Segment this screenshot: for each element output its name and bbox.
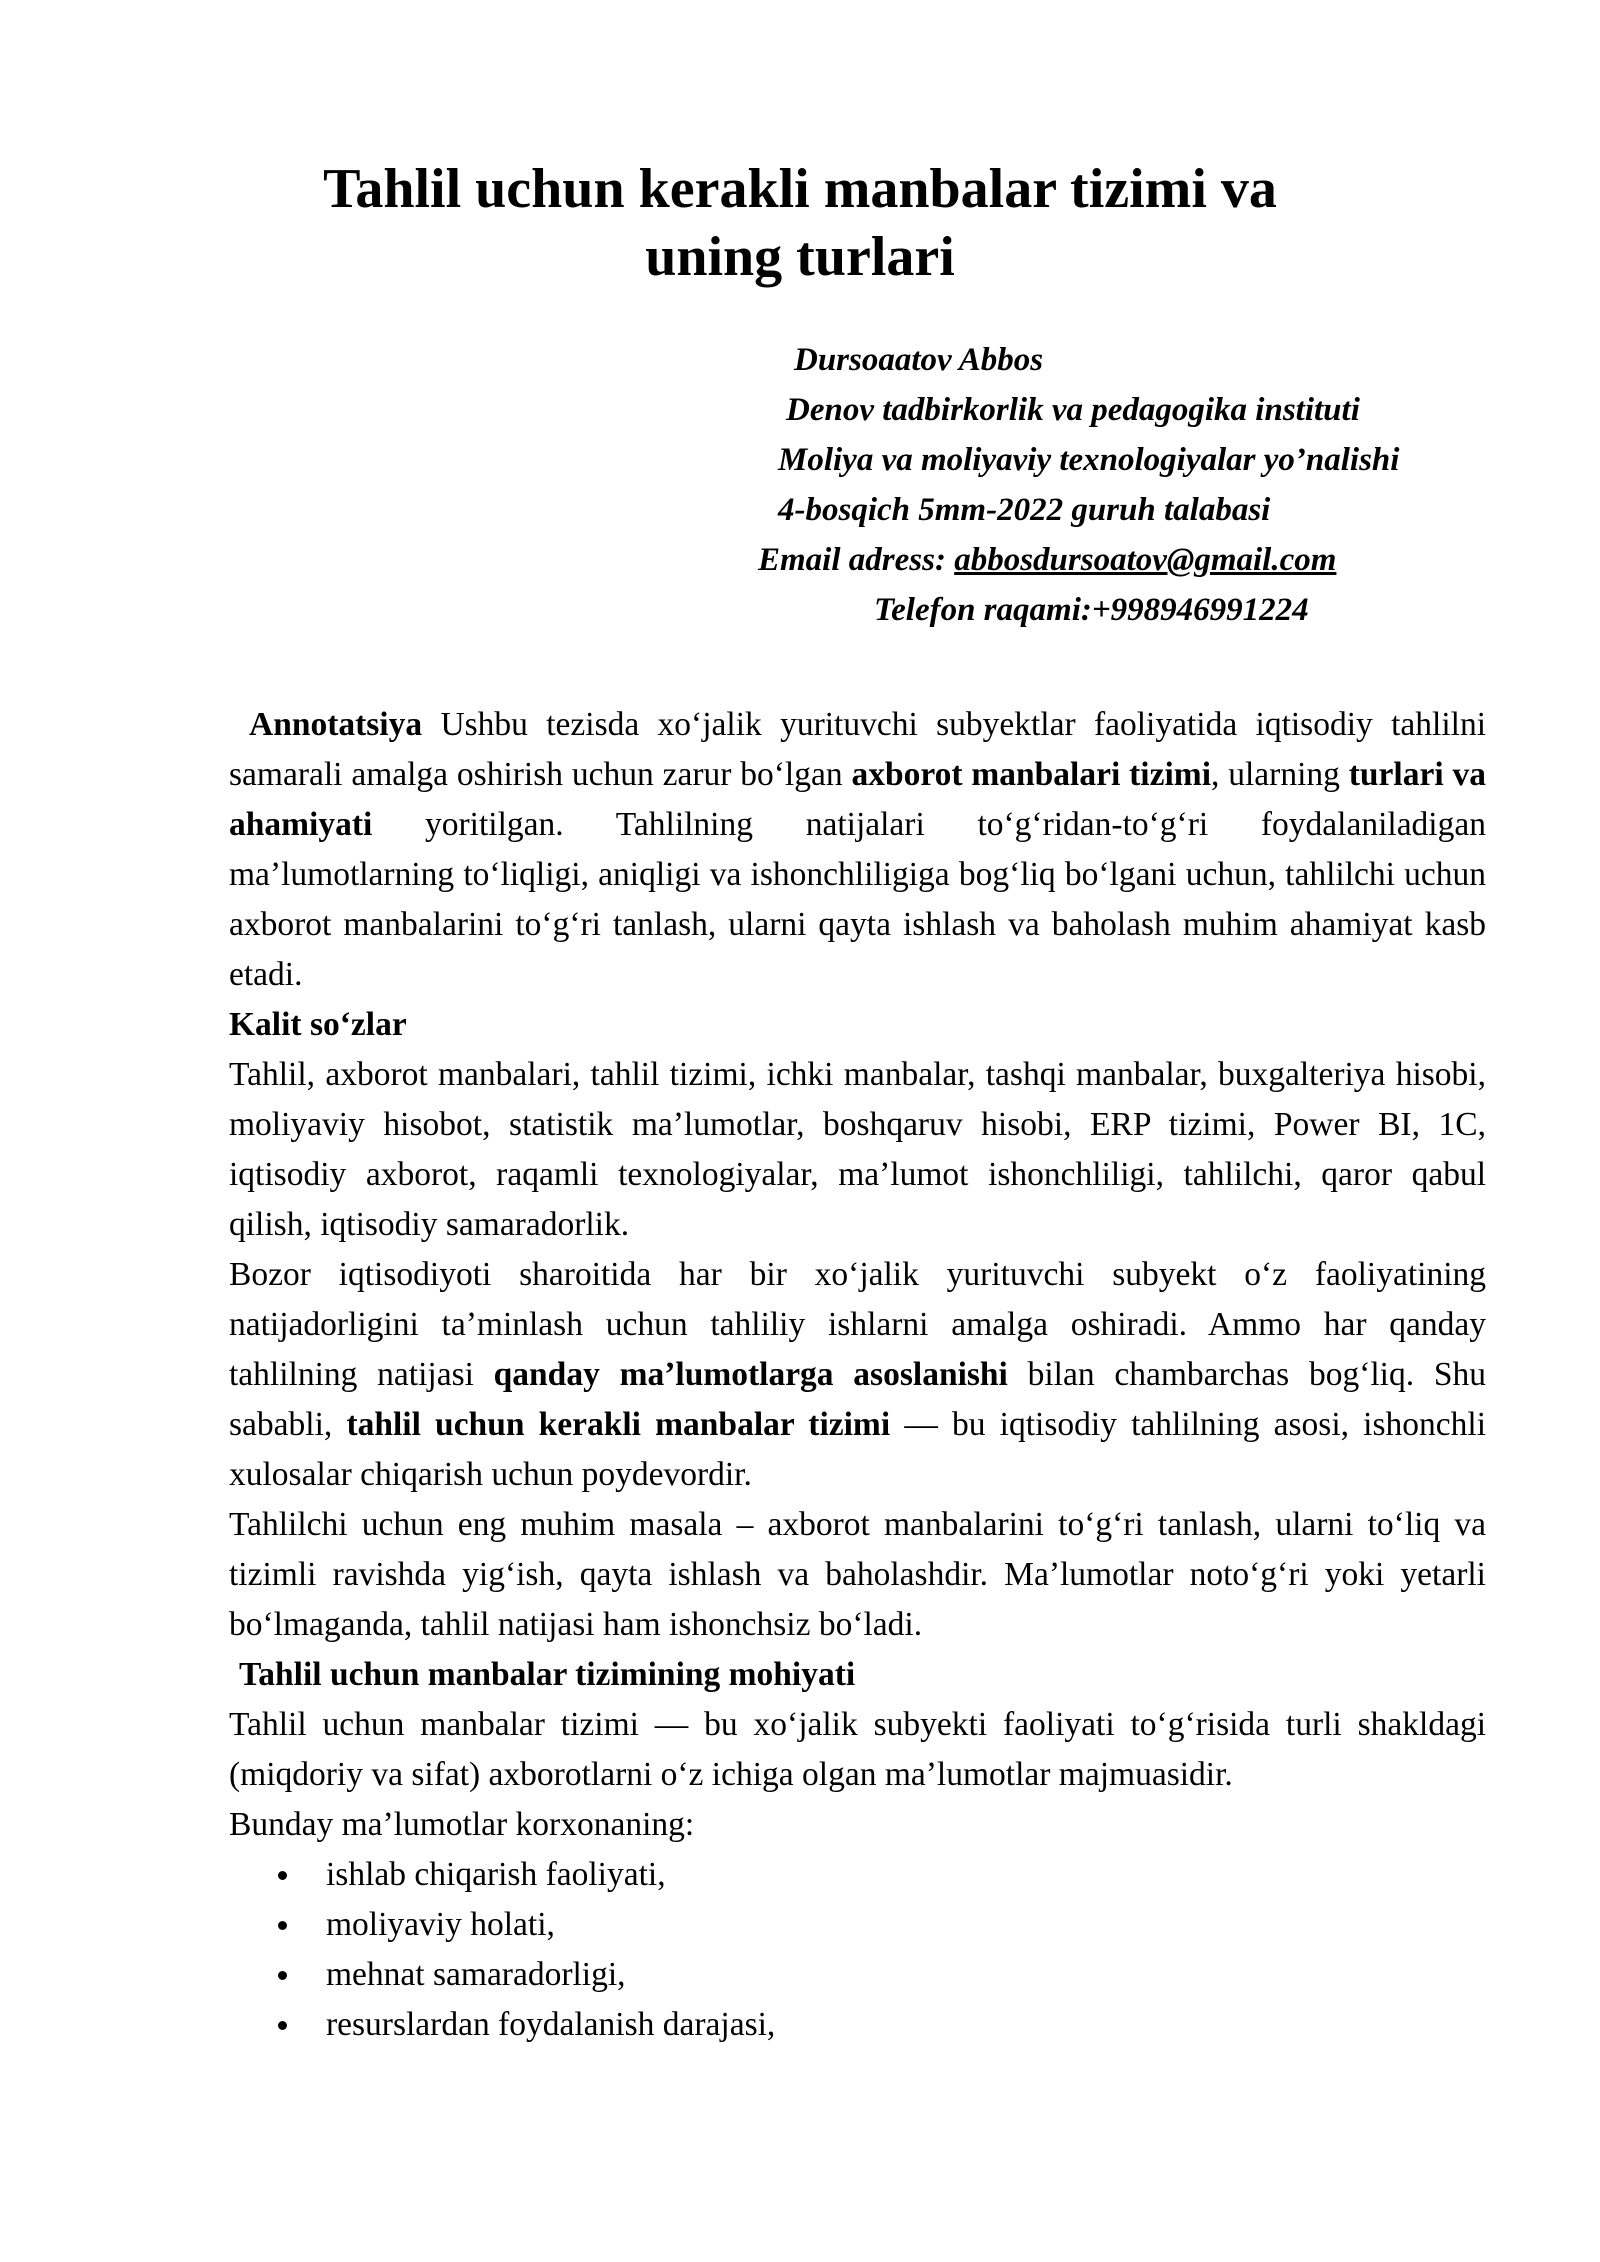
author-group: 4-bosqich 5mm-2022 guruh talabasi — [778, 492, 1271, 528]
list-item — [229, 1850, 1486, 1900]
annotation-text-1: Ushbu tezisda xoʻjalik yurituvchi subyektlar faoliyatida iqtisodiy tahlilni samarali amalga oshirish uchun zarur boʻlgan — [229, 706, 1486, 793]
email-label: Email adress: — [758, 542, 955, 578]
list-item — [229, 2000, 1486, 2050]
list-item-text: resurslardan foydalanish darajasi, — [326, 2006, 776, 2043]
list-item — [229, 1950, 1486, 2000]
bullet-icon — [278, 1971, 287, 1980]
annotation-text-3: yoritilgan. Tahlilning natijalari toʻgʻridan-toʻgʻri foydalaniladigan maʼlumotlarning toʻliqligi, aniqligi va ishonchliligiga bogʻliq boʻlgani uchun, tahlilchi uchun axborot manbalarini toʻgʻri tanlash, ularni qayta ishlash va baholash muhim ahamiyat kasb etadi. — [229, 806, 1486, 993]
intro-text-c: bilan chambarchas bogʻliq. Shu sababli, — [229, 1356, 1486, 1443]
document-title — [200, 155, 1400, 291]
list-item-text: mehnat samaradorligi, — [326, 1956, 626, 1993]
intro-text-e: — bu iqtisodiy tahlilning asosi, ishonchli xulosalar chiqarish uchun poydevordir. — [229, 1406, 1487, 1493]
author-institute: Denov tadbirkorlik va pedagogika instituti — [786, 392, 1360, 428]
section-heading: Tahlil uchun manbalar tizimining mohiyati — [239, 1656, 856, 1693]
list-item-text: ishlab chiqarish faoliyati, — [326, 1856, 666, 1893]
section-paragraph-2: Bunday maʼlumotlar korxonaning: — [229, 1806, 695, 1843]
list-item-text: moliyaviy holati, — [326, 1906, 555, 1943]
title-line-2: uning turlari — [645, 226, 955, 288]
annotation-paragraph — [229, 700, 1486, 1000]
annotation-text-2: , ularning — [1211, 756, 1349, 793]
document-body — [229, 700, 1486, 2050]
intro-paragraph-1 — [229, 1250, 1486, 1500]
title-line-1: Tahlil uchun kerakli manbalar tizimi va — [323, 158, 1277, 220]
author-email-line — [758, 535, 1336, 585]
intro-bold-b: qanday maʼlumotlarga asoslanishi — [493, 1356, 1008, 1393]
author-name: Dursoaatov Abbos — [794, 342, 1044, 378]
keywords-text: Tahlil, axborot manbalari, tahlil tizimi, ichki manbalar, tashqi manbalar, buxgalteriya hisobi, moliyaviy hisobot, statistik maʼlumotlar, boshqaruv hisobi, ERP tizimi, Power BI, 1C, iqtisodiy axborot, raqamli texnologiyalar, maʼlumot ishonchliligi, tahlilchi, qaror qabul qilish, iqtisodiy samaradorlik. — [229, 1056, 1486, 1243]
annotation-bold-2: turlari va ahamiyati — [229, 756, 1487, 843]
intro-bold-d: tahlil uchun kerakli manbalar tizimi — [346, 1406, 891, 1443]
annotation-label: Annotatsiya — [249, 706, 423, 743]
keywords-heading: Kalit soʻzlar — [229, 1006, 407, 1043]
bullet-list — [229, 1850, 1486, 2050]
bullet-icon — [278, 1921, 287, 1930]
author-phone: Telefon raqami:+998946991224 — [874, 592, 1309, 628]
bullet-icon — [278, 2021, 287, 2030]
author-direction: Moliya va moliyaviy texnologiyalar yo’nalishi — [778, 442, 1400, 478]
email-link[interactable]: abbosdursoatov@gmail.com — [954, 542, 1337, 578]
section-paragraph-1: Tahlil uchun manbalar tizimi — bu xoʻjalik subyekti faoliyati toʻgʻrisida turli shakldagi (miqdoriy va sifat) axborotlarni oʻz ichiga olgan maʼlumotlar majmuasidir. — [229, 1706, 1486, 1793]
list-item — [229, 1900, 1486, 1950]
annotation-bold-1: axborot manbalari tizimi — [851, 756, 1211, 793]
intro-paragraph-2: Tahlilchi uchun eng muhim masala – axborot manbalarini toʻgʻri tanlash, ularni toʻliq va tizimli ravishda yigʻish, qayta ishlash va baholashdir. Maʼlumotlar notoʻgʻri yoki yetarli boʻlmaganda, tahlil natijasi ham ishonchsiz boʻladi. — [229, 1506, 1486, 1643]
intro-text-a: Bozor iqtisodiyoti sharoitida har bir xoʻjalik yurituvchi subyekt oʻz faoliyatining natijadorligini taʼminlash uchun tahliliy ishlarni amalga oshiradi. Ammo har qanday tahlilning natijasi — [229, 1256, 1486, 1393]
bullet-icon — [278, 1871, 287, 1880]
